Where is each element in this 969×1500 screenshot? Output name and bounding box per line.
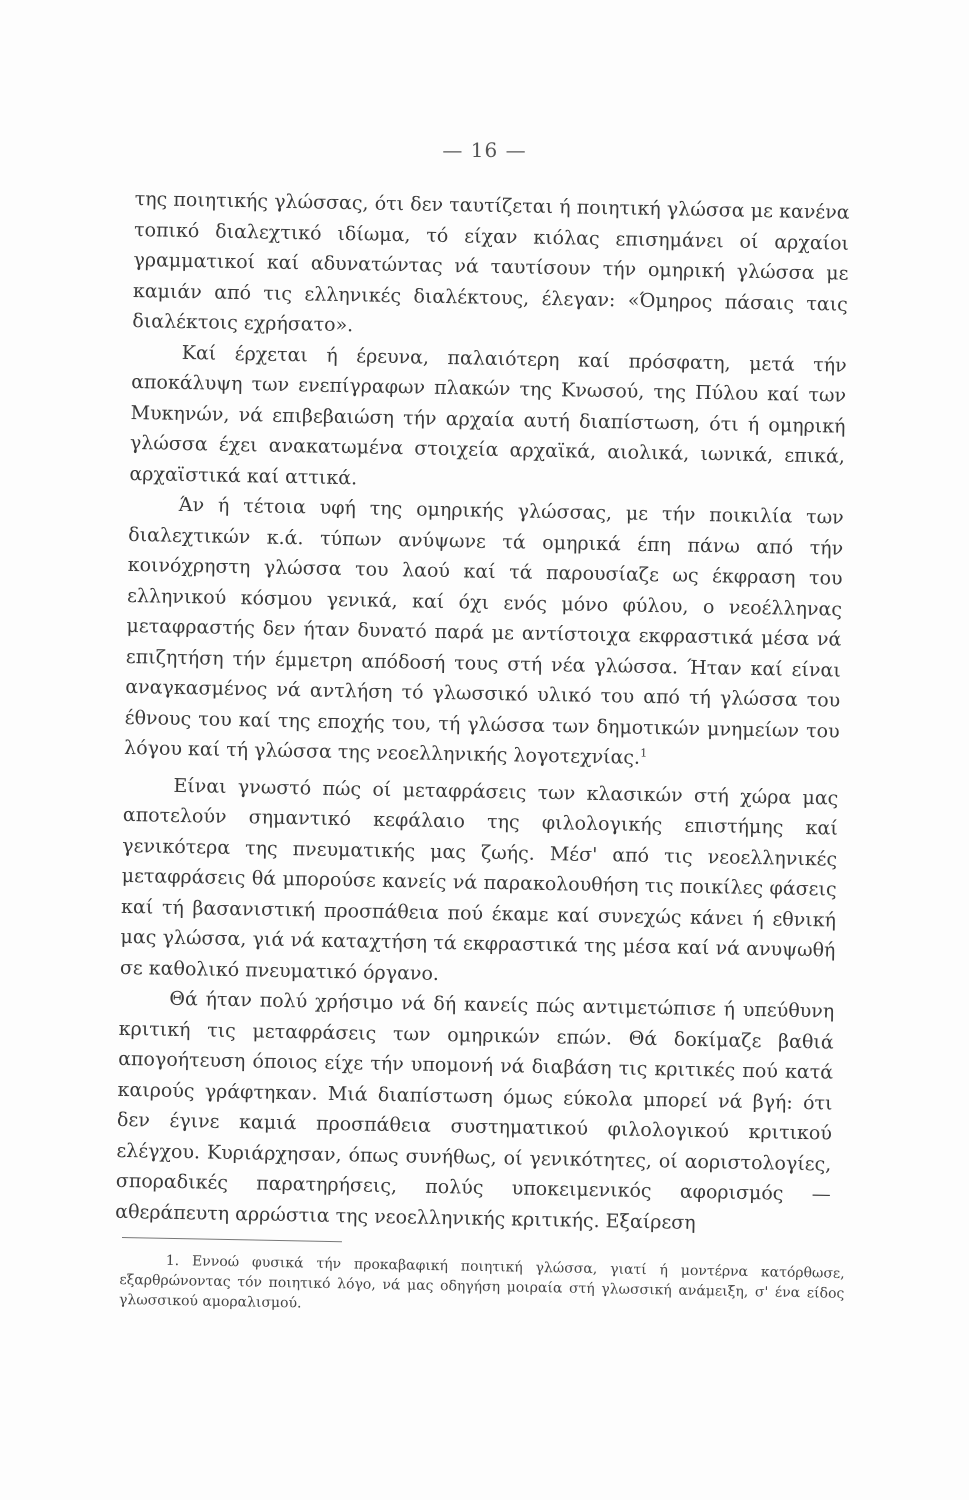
footnote-text: Εννοώ φυσικά τήν προκαβαφική ποιητική γλώσσα, γιατί ή μοντέρνα κατόρθωσε, εξαρθρώνοντας τόν ποιητικό λόγο, νά μας οδηγήση μοιραία στή γλωσσική ανάμειξη, σ' ένα είδος γλωσσικού αμοραλισμού.: [118, 1253, 845, 1312]
body-text: [115, 184, 850, 1241]
paragraph-4: Είναι γνωστό πώς οί μεταφράσεις των κλασικών στή χώρα μας αποτελούν σημαντικό κεφάλαιο της φιλολογικής επιστήμης καί γενικότερα της πνευματικής μας ζωής. Μέσ' από τις νεοελληνικές μεταφράσεις θά μπορούσε κανείς νά παρακολουθήση τις ποικίλες φάσεις καί τή βασανιστική προσπάθεια πού έκαμε καί συνεχώς κάνει ή εθνική μας γλώσσα, γιά νά καταχτήση τά εκφραστικά της μέσα καί νά ανυψωθή σε καθολικό πνευματικό όργανο.: [119, 774, 839, 985]
paragraph-2: Καί έρχεται ή έρευνα, παλαιότερη καί πρόσφατη, μετά τήν αποκάλυψη των ενεπίγραφων πλακών της Κνωσού, της Πύλου καί των Μυκηνών, νά επιβεβαιώση τήν αρχαία αυτή διαπίστωση, ότι ή ομηρική γλώσσα έχει ανακατωμένα στοιχεία αρχαϊκά, αιολικά, ιωνικά, επικά, αρχαϊστικά καί αττικά.: [129, 341, 847, 489]
footnote: [119, 1250, 845, 1324]
footnote-reference: 1: [640, 746, 648, 760]
paragraph-3: [124, 489, 844, 777]
paragraph-3-text: Άν ή τέτοια υφή της ομηρικής γλώσσας, με τήν ποικιλία των διαλεχτικών κ.ά. τύπων ανύψωνε τά ομηρικά έπη πάνω από τήν κοινόχρηστη γλώσσα του λαού καί τά παρουσίαζε ως έκφραση του ελληνικού κόσμου γενικά, καί όχι ενός μόνο φύλου, ο νεοέλληνας μεταφραστής δεν ήταν δυνατό παρά με αντίστοιχα εκφραστικά μέσα νά επιζητήση τήν έμμετρη απόδοσή τους στή νέα γλώσσα. Ήταν καί είναι αναγκασμένος νά αντλήση τό γλωσσικό υλικό του από τή γλώσσα του έθνους του καί της εποχής του, τή γλώσσα των δημοτικών μνημείων του λόγου καί τή γλώσσα της νεοελληνικής λογοτεχνίας.: [123, 493, 844, 769]
footnote-mark: 1.: [165, 1252, 180, 1270]
footnote-divider: [122, 1237, 342, 1242]
paragraph-1: της ποιητικής γλώσσας, ότι δεν ταυτίζεται ή ποιητική γλώσσα με κανένα τοπικό διαλεχτικό ιδίωμα, τό είχαν κιόλας επισημάνει οί αρχαίοι γραμματικοί καί αδυνατώντας νά ταυτίσουν τήν ομηρική γλώσσα με καμιάν από τις ελληνικές διαλέκτους, έλεγαν: «Όμηρος πάσαις ταις διαλέκτοις εχρήσατο».: [132, 187, 850, 337]
paragraph-5: Θά ήταν πολύ χρήσιμο νά δή κανείς πώς αντιμετώπισε ή υπεύθυνη κριτική τις μεταφράσεις των ομηρικών επών. Θά δοκίμαζε βαθιά απογοήτευση όποιος είχε τήν υπομονή νά διαβάση τις κριτικές πού κατά καιρούς γράφτηκαν. Μιά διαπίστωση όμως εύκολα μπορεί νά βγή: ότι δεν έγινε καμιά προσπάθεια συστηματικού φιλολογικού κριτικού ελέγχου. Κυριάρχησαν, όπως συνήθως, οί γενικότητες, οί αοριστολογίες, σποραδικές παρατηρήσεις, πολύς υποκειμενικός αφορισμός — αθεράπευτη αρρώστια της νεοελληνικής κριτικής. Εξαίρεση: [115, 987, 835, 1234]
page-number: — 16 —: [442, 138, 527, 162]
